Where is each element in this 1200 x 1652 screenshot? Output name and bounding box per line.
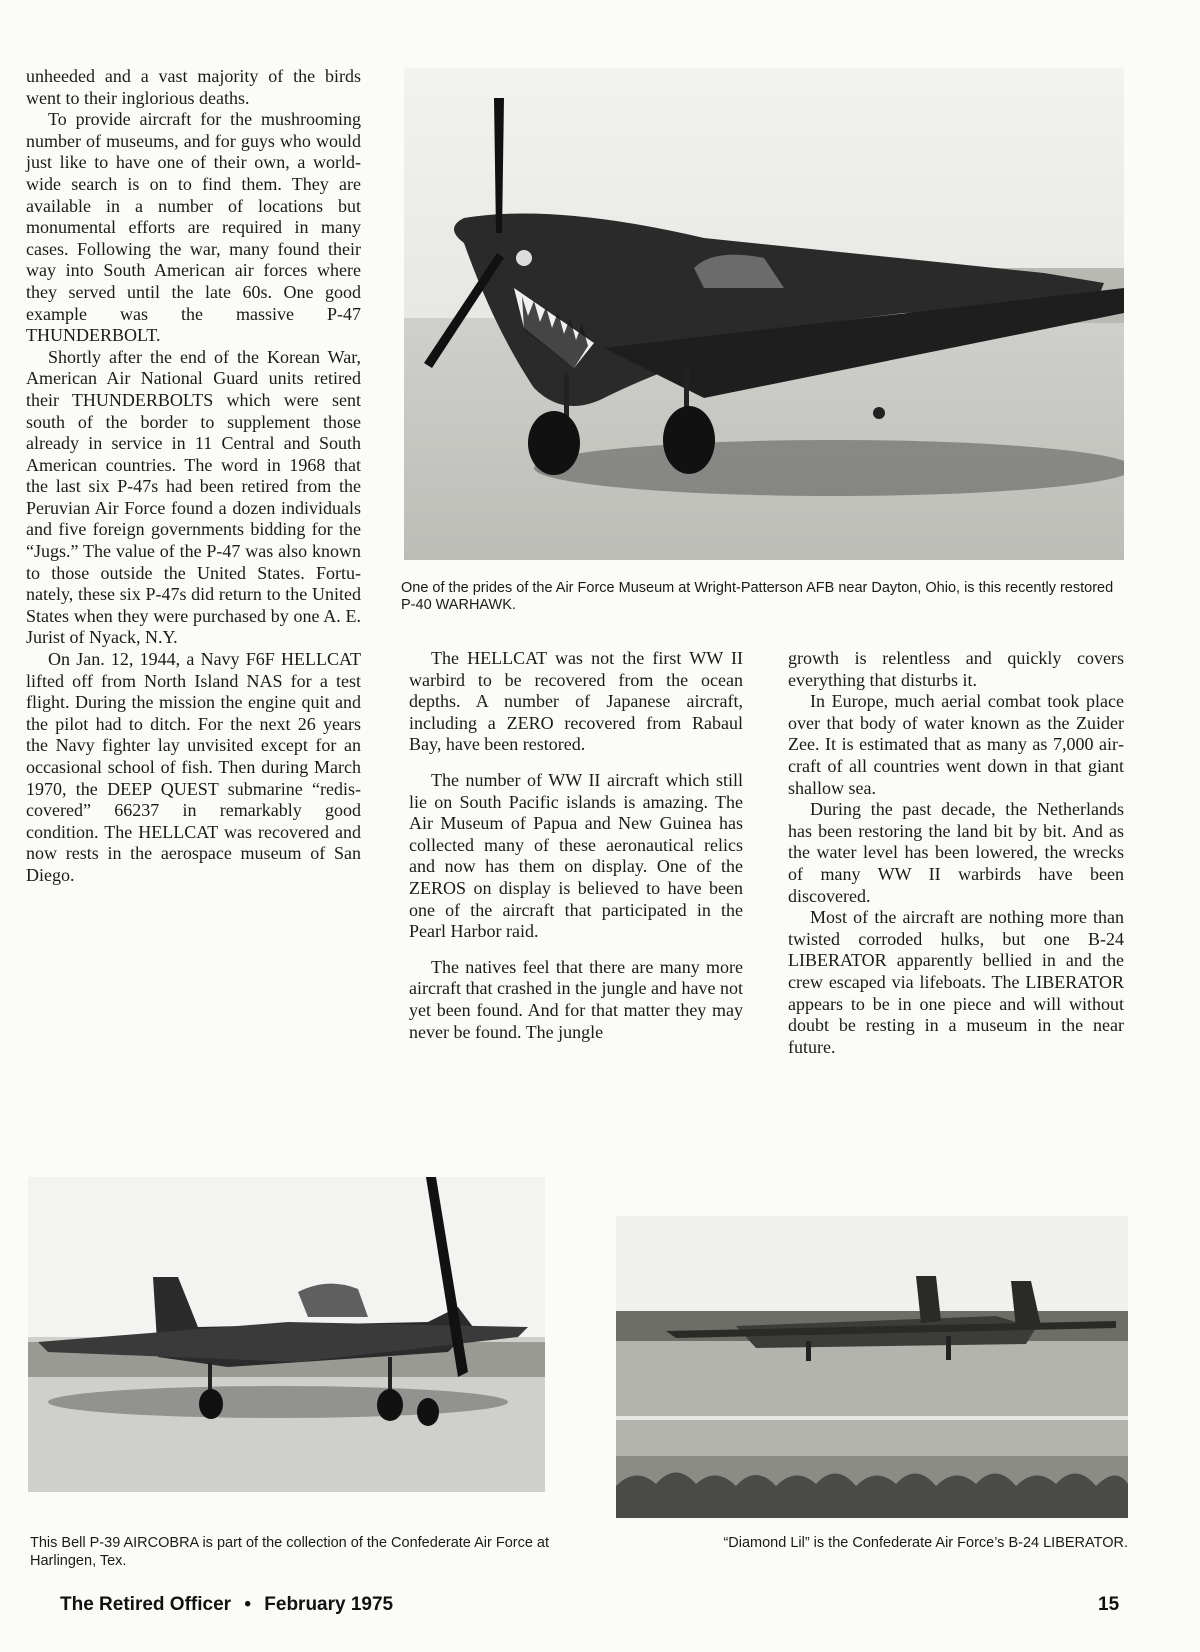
middle-text-column	[409, 648, 743, 1043]
b24-caption: “Diamond Lil” is the Confederate Air Force’s B-24 LIBERATOR.	[723, 1535, 1128, 1551]
p40-caption: One of the prides of the Air Force Museum at Wright-Patterson AFB near Dayton, Ohio, is this recently restored P-40 WARHAWK.	[401, 580, 1114, 613]
left-text-column	[26, 66, 361, 887]
paragraph: unheeded and a vast majority of the birds went to their inglorious deaths.	[26, 66, 361, 108]
issue-date: February 1975	[264, 1594, 394, 1615]
paragraph: growth is relentless and quickly covers everything that disturbs it.	[788, 648, 1124, 690]
page-number: 15	[1098, 1594, 1120, 1615]
publication-title: The Retired Officer	[60, 1594, 232, 1615]
paragraph: The number of WW II aircraft which still lie on South Pacific islands is amazing. The Air Museum of Papua and New Guinea has collected many of these aeronautical relics and now has them on display. One of the ZEROS on display is believed to have been one of the aircraft that participated in the Pearl Harbor raid.	[409, 769, 743, 942]
paragraph: During the past decade, the Netherlands has been restoring the land bit by bit. And as the water level has been lowered, the wrecks of many WW II warbirds have been discovered.	[788, 799, 1124, 906]
paragraph: To provide aircraft for the mushrooming number of museums, and for guys who would just like to have one of their own, a world-wide search is on to find them. They are available in a number of locations but monumental efforts are required in many cases. Following the war, many found their way into South American air forces where they served until the late 60s. One good example was the massive P-47 THUNDERBOLT.	[26, 109, 361, 346]
p39-caption: This Bell P-39 AIRCOBRA is part of the collection of the Confederate Air Force at Harlingen, Tex.	[30, 1535, 550, 1569]
paragraph: Shortly after the end of the Korean War, American Air National Guard units retired their THUNDERBOLTS which were sent south of the border to supplement those already in service in 11 Central and South American countries. The word in 1968 that the last six P-47s had been retired from the Peruvian Air Force found a dozen individuals and five foreign governments bidding for the “Jugs.” The value of the P-47 was also known to those outside the United States. Fortunately, these six P-47s did return to the United States when they were purchased by one A. E. Jurist of Nyack, N.Y.	[26, 346, 361, 648]
p40-warhawk-photo	[404, 68, 1124, 560]
right-text-column	[788, 648, 1124, 1058]
footer-publication	[60, 1594, 393, 1616]
b24-liberator-photo	[616, 1216, 1128, 1518]
paragraph: Most of the aircraft are nothing more than twisted corroded hulks, but one B-24 LIBERATOR apparently bellied in and the crew escaped via lifeboats. The LIBERATOR appears to be in one piece and will without doubt be resting in a museum in the near future.	[788, 907, 1124, 1057]
separator-bullet: •	[244, 1594, 251, 1615]
paragraph: The natives feel that there are many more aircraft that crashed in the jungle and have not yet been found. And for that matter they may never be found. The jungle	[409, 956, 743, 1042]
paragraph: The HELLCAT was not the first WW II warbird to be recovered from the ocean depths. A number of Japanese aircraft, including a ZERO recovered from Rabaul Bay, have been restored.	[409, 648, 743, 755]
paragraph: In Europe, much aerial combat took place over that body of water known as the Zuider Zee. It is estimated that as many as 7,000 aircraft of all countries went down in that giant shallow sea.	[788, 691, 1124, 798]
paragraph: On Jan. 12, 1944, a Navy F6F HELLCAT lifted off from North Island NAS for a test flight. During the mission the engine quit and the pilot had to ditch. For the next 26 years the Navy fighter lay unvisited except for an occasional school of fish. Then during March 1970, the DEEP QUEST submarine “rediscovered” 66237 in remarkably good condition. The HELLCAT was recovered and now rests in the aerospace museum of San Diego.	[26, 649, 361, 885]
p39-aircobra-photo	[28, 1177, 545, 1492]
